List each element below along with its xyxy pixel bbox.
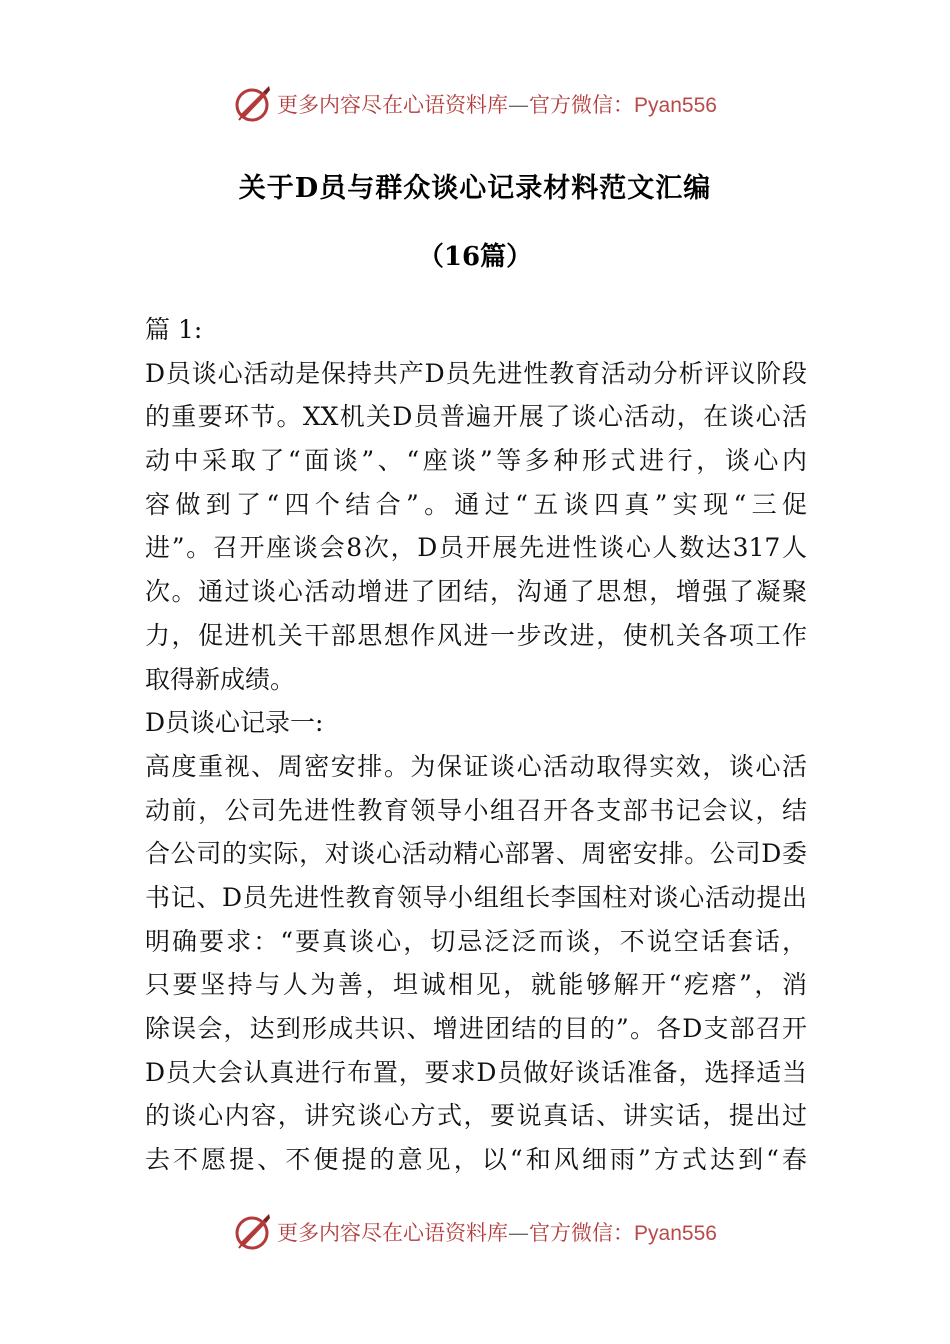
banner-text — [277, 1217, 717, 1247]
body-line: 次。通过谈心活动增进了团结，沟通了思想，增强了凝聚 — [145, 577, 807, 607]
body-line: 除误会，达到形成共识、增进团结的目的”。各D支部召开 — [145, 1014, 807, 1043]
body-line: 明确要求：“要真谈心，切忌泛泛而谈，不说空话套话， — [145, 926, 807, 956]
body-line: 只要坚持与人为善，坦诚相见，就能够解开“疙瘩”，消 — [145, 970, 807, 1000]
body-line: 的谈心内容，讲究谈心方式，要说真话、讲实话，提出过 — [145, 1101, 807, 1131]
document-title: 关于D员与群众谈心记录材料范文汇编 — [238, 173, 712, 204]
banner-dash: — — [508, 1221, 530, 1245]
body-line: 动前，公司先进性教育领导小组召开各支部书记会议，结 — [145, 795, 807, 825]
body-line: D员谈心活动是保持共产D员先进性教育活动分析评议阶段 — [145, 358, 807, 388]
section-heading: 篇 1: — [145, 315, 203, 344]
document-subtitle: （16篇） — [417, 242, 533, 272]
body-line: 合公司的实际，对谈心活动精心部署、周密安排。公司D委 — [145, 839, 807, 869]
body-line: 的重要环节。XX机关D员普遍开展了谈心活动，在谈心活 — [145, 402, 807, 432]
body-line: 书记、D员先进性教育领导小组组长李国柱对谈心活动提出 — [145, 882, 807, 912]
banner-wechat-id: Pyan556 — [634, 94, 717, 117]
body-line: 进”。召开座谈会8次，D员开展先进性谈心人数达317人 — [145, 533, 807, 563]
banner-site-text: 更多内容尽在心语资料库 — [277, 93, 509, 117]
section-heading: D员谈心记录一: — [145, 708, 324, 738]
banner-wechat-label: 官方微信： — [529, 93, 635, 117]
body-line: 高度重视、周密安排。为保证谈心活动取得实效，谈心活 — [145, 751, 807, 781]
document-body — [145, 308, 807, 1182]
banner-text — [277, 89, 717, 119]
body-line: 容做到了“四个结合”。通过“五谈四真”实现“三促 — [145, 489, 807, 519]
body-line: 动中采取了“面谈”、“座谈”等多种形式进行，谈心内 — [145, 446, 807, 476]
body-line: 去不愿提、不便提的意见，以“和风细雨”方式达到“春 — [145, 1145, 807, 1175]
quill-logo-icon — [233, 84, 273, 124]
banner-site-text: 更多内容尽在心语资料库 — [277, 1221, 509, 1245]
quill-logo-icon — [233, 1212, 273, 1252]
banner-dash: — — [508, 93, 530, 117]
header-banner — [0, 80, 950, 128]
banner-wechat-id: Pyan556 — [634, 1222, 717, 1245]
body-line: 力，促进机关干部思想作风进一步改进，使机关各项工作 — [145, 620, 807, 650]
banner-wechat-label: 官方微信： — [529, 1221, 635, 1245]
body-line: D员大会认真进行布置，要求D员做好谈话准备，选择适当 — [145, 1057, 807, 1087]
footer-banner — [0, 1208, 950, 1256]
body-line: 取得新成绩。 — [145, 664, 296, 694]
